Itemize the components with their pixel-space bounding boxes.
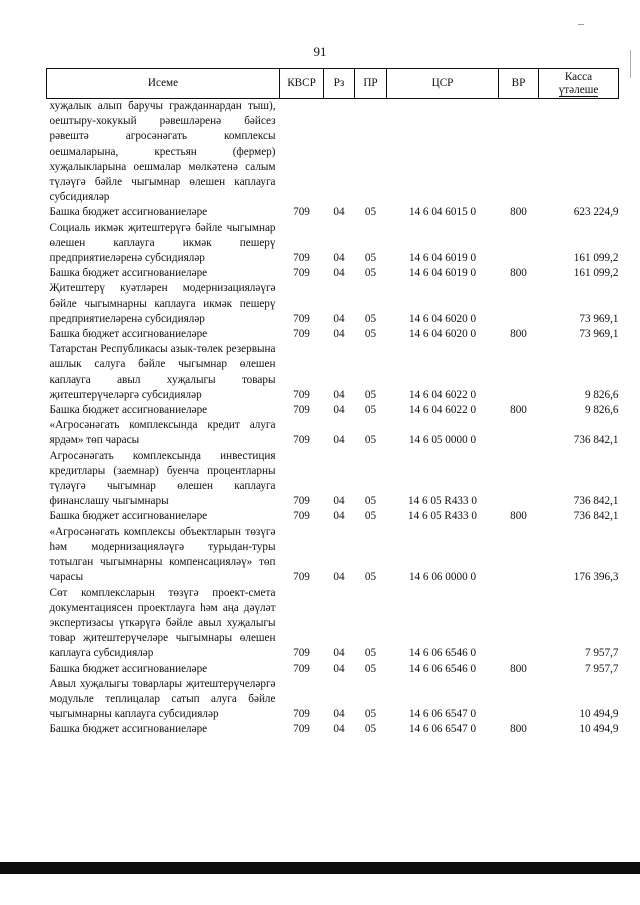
row-pr-cell: 05	[364, 434, 377, 447]
row-name-cell: «Агросәнәгать комплексында кредит алуга ярдәм» төп чарасы	[49, 419, 276, 447]
table-row	[47, 586, 619, 662]
row-sum-cell: 623 224,9	[573, 206, 619, 219]
table-row	[47, 99, 619, 206]
row-csr-cell: 14 6 05 R433 0	[408, 495, 477, 508]
table-row	[47, 509, 619, 524]
row-vr-cell: 800	[510, 328, 527, 341]
row-vr-cell	[499, 586, 539, 662]
row-csr-cell: 14 6 06 6546 0	[408, 647, 477, 660]
row-name-cell: Башка бюджет ассигнованиеләре	[49, 404, 208, 417]
row-name-cell: Сөт комплексларын төзүгә проект-смета документациясен проектлауга һәм аңа дәүләт экспертизасы үткәрүгә бәйле авыл хуҗалыгы товар җитештерүчеләре чыгымнары өлешен каплауга субсидияләр	[49, 586, 276, 660]
row-sum-cell: 736 842,1	[573, 434, 619, 447]
row-rz-cell: 04	[333, 404, 345, 417]
row-pr-cell: 05	[364, 708, 377, 721]
row-vr-cell: 800	[510, 267, 527, 280]
column-header-kassa	[539, 69, 619, 99]
table-body	[47, 99, 619, 738]
row-pr-cell: 05	[364, 495, 377, 508]
column-header-vr: ВР	[499, 69, 539, 99]
row-kvsr-cell: 709	[293, 206, 310, 219]
column-header-csr: ЦСР	[387, 69, 499, 99]
row-vr-cell: 800	[510, 206, 527, 219]
row-sum-cell: 736 842,1	[573, 495, 619, 508]
row-kvsr-cell: 709	[293, 708, 310, 721]
row-kvsr-cell: 709	[293, 647, 310, 660]
row-name-cell: Татарстан Республикасы азык-төлек резервына ашлык салуга бәйле чыгымнар өлешен каплауга авыл хуҗалыгы товары җитештерүчеләргә субсидияләр	[49, 343, 276, 401]
row-sum-cell: 9 826,6	[584, 388, 619, 401]
page-number: 91	[313, 44, 327, 59]
table-row	[47, 418, 619, 448]
row-name-cell: Җитештерү куәтләрен модернизацияләүгә бәйле чыгымнарны каплауга икмәк пешерү предприятиеләренә субсидияләр	[49, 282, 276, 325]
row-pr-cell: 05	[364, 723, 377, 736]
row-rz-cell: 04	[333, 571, 345, 584]
row-name-cell: Башка бюджет ассигнованиеләре	[49, 723, 208, 736]
row-csr-cell: 14 6 06 6547 0	[408, 723, 477, 736]
kassa-label-line1: Касса	[564, 70, 593, 83]
row-rz-cell: 04	[333, 723, 345, 736]
row-vr-cell: 800	[510, 723, 527, 736]
row-name-cell: хуҗалык алып баручы гражданнардан тыш), оештыру-хокукый рәвешләренә бәйсез рәвештә агросәнәгать комплексы оешмаларына, крестьян (фермер) хуҗалыкларына оешмалар мөлкәтенә салым түләүгә бәйле чыгымнар өлешен каплауга субсидияләр	[49, 100, 276, 204]
table-row	[47, 221, 619, 267]
row-name-cell: Башка бюджет ассигнованиеләре	[49, 206, 208, 219]
row-vr-cell	[499, 677, 539, 723]
row-kvsr-cell: 709	[293, 434, 310, 447]
scan-mark	[578, 24, 584, 25]
row-vr-cell: 800	[510, 510, 527, 523]
row-kvsr-cell: 709	[293, 510, 310, 523]
table-row	[47, 266, 619, 281]
row-rz-cell: 04	[333, 708, 345, 721]
row-csr-cell	[387, 99, 499, 206]
row-pr-cell: 05	[364, 510, 377, 523]
table-row	[47, 449, 619, 510]
table-row	[47, 281, 619, 327]
table-row	[47, 662, 619, 677]
row-kvsr-cell: 709	[293, 662, 310, 675]
table-row	[47, 342, 619, 403]
row-name-cell: Башка бюджет ассигнованиеләре	[49, 328, 208, 341]
row-rz-cell	[324, 99, 355, 206]
kassa-label-line2: үтәлеше	[558, 83, 599, 96]
row-rz-cell: 04	[333, 267, 345, 280]
row-vr-cell	[499, 449, 539, 510]
row-sum-cell: 10 494,9	[579, 723, 619, 736]
row-pr-cell: 05	[364, 312, 377, 325]
row-kvsr-cell: 709	[293, 723, 310, 736]
row-sum-cell: 161 099,2	[573, 267, 619, 280]
row-rz-cell: 04	[333, 328, 345, 341]
row-pr-cell: 05	[364, 252, 377, 265]
row-pr-cell: 05	[364, 267, 377, 280]
row-name-cell: Башка бюджет ассигнованиеләре	[49, 267, 208, 280]
row-rz-cell: 04	[333, 495, 345, 508]
column-header-kvsr: КВСР	[280, 69, 324, 99]
row-vr-cell	[499, 221, 539, 267]
row-kvsr-cell: 709	[293, 388, 310, 401]
row-rz-cell: 04	[333, 252, 345, 265]
table-row	[47, 403, 619, 418]
row-rz-cell: 04	[333, 206, 345, 219]
row-sum-cell: 73 969,1	[579, 312, 619, 325]
row-pr-cell: 05	[364, 388, 377, 401]
table-row	[47, 205, 619, 220]
row-csr-cell: 14 6 04 6015 0	[408, 206, 477, 219]
row-name-cell: Башка бюджет ассигнованиеләре	[49, 662, 208, 675]
table-row	[47, 327, 619, 342]
row-name-cell: Агросәнәгать комплексында инвестиция кредитлары (заемнар) буенча процентларны түләүгә чыгымнар өлешен каплауга финанслашу чыгымнары	[49, 449, 276, 508]
row-name-cell: «Агросәнәгать комплексы объектларын төзүгә һәм модернизацияләүгә турыдан-туры тотылган чыгымнарны компенсацияләү» төп чарасы	[49, 525, 276, 584]
table-row	[47, 677, 619, 723]
row-rz-cell: 04	[333, 312, 345, 325]
column-header-name: Исеме	[47, 69, 280, 99]
row-name-cell: Башка бюджет ассигнованиеләре	[49, 510, 208, 523]
table-row	[47, 722, 619, 737]
row-pr-cell: 05	[364, 662, 377, 675]
row-csr-cell: 14 6 04 6022 0	[408, 404, 477, 417]
row-csr-cell: 14 6 04 6019 0	[408, 252, 477, 265]
row-pr-cell	[355, 99, 387, 206]
row-sum-cell: 9 826,6	[584, 404, 619, 417]
row-sum-cell: 176 396,3	[573, 571, 619, 584]
budget-table	[46, 68, 619, 738]
row-csr-cell: 14 6 05 0000 0	[408, 434, 477, 447]
row-sum-cell: 7 957,7	[584, 662, 619, 675]
row-kvsr-cell: 709	[293, 404, 310, 417]
row-sum-cell: 10 494,9	[579, 708, 619, 721]
row-rz-cell: 04	[333, 510, 345, 523]
row-pr-cell: 05	[364, 571, 377, 584]
row-rz-cell: 04	[333, 647, 345, 660]
row-vr-cell: 800	[510, 662, 527, 675]
row-vr-cell	[499, 99, 539, 206]
row-pr-cell: 05	[364, 647, 377, 660]
row-csr-cell: 14 6 04 6019 0	[408, 267, 477, 280]
row-pr-cell: 05	[364, 328, 377, 341]
table-header-row	[47, 69, 619, 99]
row-sum-cell: 7 957,7	[584, 647, 619, 660]
row-vr-cell	[499, 281, 539, 327]
row-csr-cell: 14 6 04 6020 0	[408, 312, 477, 325]
row-kvsr-cell: 709	[293, 495, 310, 508]
column-header-rz: Рз	[324, 69, 355, 99]
row-vr-cell	[499, 525, 539, 586]
row-name-cell: Авыл хуҗалыгы товарлары җитештерүчеләргә модульле теплицалар сатып алуга бәйле чыгымнарны каплауга субсидияләр	[49, 677, 276, 721]
row-kvsr-cell: 709	[293, 571, 310, 584]
row-csr-cell: 14 6 06 6546 0	[408, 662, 477, 675]
row-vr-cell	[499, 418, 539, 448]
row-sum-cell	[539, 99, 619, 206]
row-pr-cell: 05	[364, 404, 377, 417]
row-rz-cell: 04	[333, 388, 345, 401]
row-csr-cell: 14 6 06 0000 0	[408, 571, 477, 584]
row-vr-cell: 800	[510, 404, 527, 417]
row-kvsr-cell: 709	[293, 328, 310, 341]
row-sum-cell: 736 842,1	[573, 510, 619, 523]
scan-bottom-edge	[0, 862, 640, 874]
row-rz-cell: 04	[333, 662, 345, 675]
row-sum-cell: 161 099,2	[573, 252, 619, 265]
row-name-cell: Социаль икмәк җитештерүгә бәйле чыгымнар өлешен каплауга икмәк пешерү предприятиеләренә субсидияләр	[49, 221, 276, 265]
row-csr-cell: 14 6 04 6020 0	[408, 328, 477, 341]
row-kvsr-cell: 709	[293, 252, 310, 265]
row-csr-cell: 14 6 04 6022 0	[408, 388, 477, 401]
row-vr-cell	[499, 342, 539, 403]
row-sum-cell: 73 969,1	[579, 328, 619, 341]
row-csr-cell: 14 6 05 R433 0	[408, 510, 477, 523]
row-kvsr-cell: 709	[293, 267, 310, 280]
row-pr-cell: 05	[364, 206, 377, 219]
column-header-pr: ПР	[355, 69, 387, 99]
row-csr-cell: 14 6 06 6547 0	[408, 708, 477, 721]
row-kvsr-cell	[280, 99, 324, 206]
row-kvsr-cell: 709	[293, 312, 310, 325]
table-row	[47, 525, 619, 586]
row-rz-cell: 04	[333, 434, 345, 447]
